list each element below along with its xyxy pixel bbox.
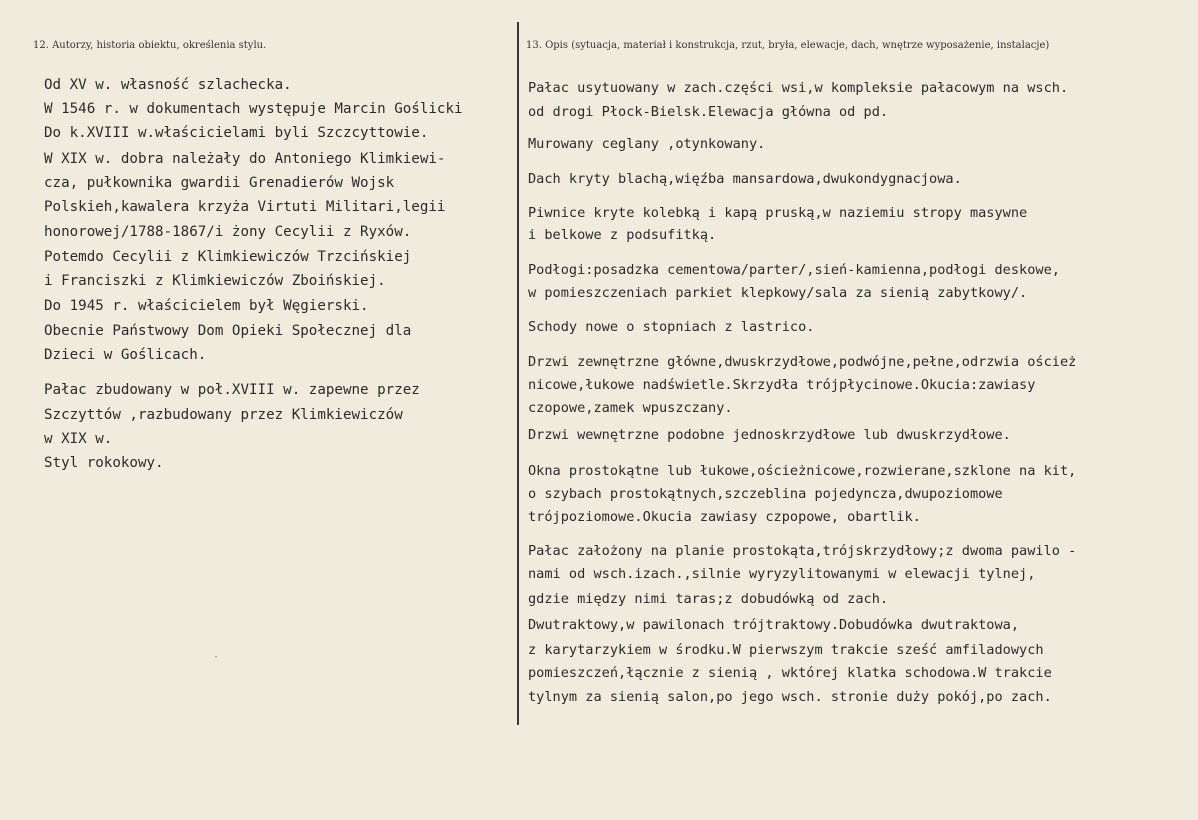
text-line: Styl rokokowy. xyxy=(44,455,164,471)
text-line: Podłogi:posadzka cementowa/parter/,sień-kamienna,podłogi deskowe, xyxy=(528,262,1060,278)
text-line: nicowe,łukowe nadświetle.Skrzydła trójpłycinowe.Okucia:zawiasy xyxy=(528,377,1036,393)
text-line: Do 1945 r. właścicielem był Węgierski. xyxy=(44,298,369,314)
text-line: Schody nowe o stopniach z lastrico. xyxy=(528,319,815,335)
section-13-header: 13. Opis (sytuacja, materiał i konstrukcja, rzut, bryła, elewacje, dach, wnętrze wyposażenie, instalacje) xyxy=(526,40,1050,51)
column-divider xyxy=(517,22,519,725)
text-line: Od XV w. własność szlachecka. xyxy=(44,77,292,93)
text-line: trójpoziomowe.Okucia zawiasy czpopowe, obartlik. xyxy=(528,509,921,525)
text-line: Pałac założony na planie prostokąta,trójskrzydłowy;z dwoma pawilo - xyxy=(528,543,1077,559)
text-line: gdzie między nimi taras;z dobudówką od zach. xyxy=(528,591,889,607)
text-line: i belkowe z podsufitką. xyxy=(528,227,717,243)
text-line: Potemdo Cecylii z Klimkiewiczów Trzcińskiej xyxy=(44,249,412,265)
text-line: Murowany ceglany ,otynkowany. xyxy=(528,136,766,152)
text-line: Szczyttów ,razbudowany przez Klimkiewiczów xyxy=(44,407,403,423)
text-line: Dwutraktowy,w pawilonach trójtraktowy.Dobudówka dwutraktowa, xyxy=(528,617,1020,633)
text-line: Pałac usytuowany w zach.części wsi,w kompleksie pałacowym na wsch. xyxy=(528,80,1069,96)
text-line: od drogi Płock-Bielsk.Elewacja główna od pd. xyxy=(528,104,889,120)
text-line: honorowej/1788-1867/i żony Cecylii z Ryxów. xyxy=(44,224,412,240)
text-line: pomieszczeń,łącznie z sienią , wktórej klatka schodowa.W trakcie xyxy=(528,665,1052,681)
text-line: W 1546 r. w dokumentach występuje Marcin Goślicki xyxy=(44,101,463,117)
text-line: Pałac zbudowany w poł.XVIII w. zapewne przez xyxy=(44,382,420,398)
text-line: Drzwi zewnętrzne główne,dwuskrzydłowe,podwójne,pełne,odrzwia oścież xyxy=(528,354,1077,370)
text-line: o szybach prostokątnych,szczeblina pojedyncza,dwupoziomowe xyxy=(528,486,1003,502)
text-line: Do k.XVIII w.właścicielami byli Szczcyttowie. xyxy=(44,125,429,141)
text-line: Polskieh,kawalera krzyża Virtuti Militari,legii xyxy=(44,199,446,215)
text-line: cza, pułkownika gwardii Grenadierów Wojsk xyxy=(44,175,395,191)
text-line: Piwnice kryte kolebką i kapą pruską,w naziemiu stropy masywne xyxy=(528,205,1028,221)
text-line: w pomieszczeniach parkiet klepkowy/sala za sienią zabytkowy/. xyxy=(528,285,1028,301)
text-line: Drzwi wewnętrzne podobne jednoskrzydłowe lub dwuskrzydłowe. xyxy=(528,427,1011,443)
text-line: Okna prostokątne lub łukowe,ościeżnicowe,rozwierane,szklone na kit, xyxy=(528,463,1077,479)
text-line: i Franciszki z Klimkiewiczów Zboińskiej. xyxy=(44,273,386,289)
text-line: tylnym za sienią salon,po jego wsch. stronie duży pokój,po zach. xyxy=(528,689,1052,705)
text-line: Dach kryty blachą,więźba mansardowa,dwukondygnacjowa. xyxy=(528,171,962,187)
ink-smudge: · xyxy=(213,652,220,663)
text-line: w XIX w. xyxy=(44,431,113,447)
text-line: W XIX w. dobra należały do Antoniego Klimkiewi- xyxy=(44,151,446,167)
text-line: Dzieci w Goślicach. xyxy=(44,347,207,363)
section-12-header: 12. Autorzy, historia obiektu, określenia stylu. xyxy=(33,40,267,51)
text-line: nami od wsch.izach.,silnie wyryzylitowanymi w elewacji tylnej, xyxy=(528,566,1036,582)
text-line: z karytarzykiem w środku.W pierwszym trakcie sześć amfiladowych xyxy=(528,642,1044,658)
text-line: czopowe,zamek wpuszczany. xyxy=(528,400,733,416)
text-line: Obecnie Państwowy Dom Opieki Społecznej dla xyxy=(44,323,412,339)
